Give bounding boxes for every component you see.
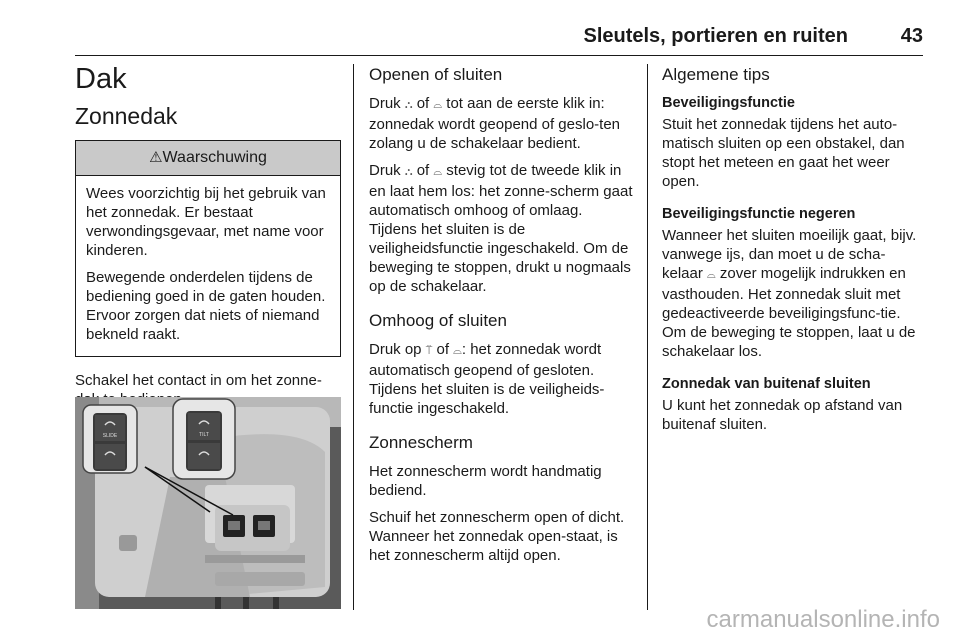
- slide-button-icon: ⛬: [404, 166, 413, 178]
- subsection-heading: Zonnedak: [75, 103, 178, 129]
- body-paragraph: Schakel het contact in om het zonne-: [75, 372, 322, 389]
- body-paragraph: Druk ⛬ of ⌓ tot aan de eerste klik in: zonnedak wordt geopend of geslo-ten zolang u de schakelaar bedient.: [369, 95, 621, 152]
- section-heading: Dak: [75, 63, 127, 95]
- sunroof-close-icon: ⌓: [707, 269, 716, 281]
- tilt-label: TILT: [199, 432, 209, 438]
- warning-paragraph: Bewegende onderdelen tijdens de bediening goed in de gaten houden. Ervoor zorgen dat niets of niemand bekneld raakt.: [86, 269, 326, 343]
- warning-box: [75, 140, 341, 357]
- heading-openen: Openen of sluiten: [369, 65, 503, 84]
- body-paragraph: Druk ⛬ of ⌓ stevig tot de tweede klik in en laat hem los: het zonne-scherm gaat automatisch omhoog of omlaag. Tijdens het sluiten is de veiligheidsfunctie ingeschakeld. Om de beweging te stoppen, drukt u nogmaals op de schakelaar.: [369, 162, 633, 295]
- sunroof-close-icon: ⌓: [433, 99, 443, 111]
- warning-paragraph: Wees voorzichtig bij het gebruik van het zonnedak. Er bestaat verwondingsgevaar, met name voor kinderen.: [86, 185, 326, 259]
- warning-header: [76, 141, 340, 176]
- header-rule: [75, 55, 923, 56]
- subheading: Beveiligingsfunctie: [662, 95, 795, 111]
- watermark: carmanualsonline.info: [706, 606, 940, 633]
- slide-label: SLIDE: [102, 433, 118, 439]
- body-paragraph: Het zonnescherm wordt handmatig bediend.: [369, 463, 602, 499]
- warning-title: Waarschuwing: [162, 149, 267, 166]
- body-paragraph: Wanneer het sluiten moeilijk gaat, bijv. vanwege ijs, dan moet u de scha-kelaar ⌓ zover mogelijk indrukken en vasthouden. Het zonnedak sluit met gedeactiveerde beveiligingsfunc-tie. Om de beweging te stoppen, laat u de schakelaar los.: [662, 227, 917, 360]
- slide-button-icon: ⛬: [404, 99, 413, 111]
- sunroof-switch-photo: [75, 397, 341, 609]
- body-paragraph: Stuit het zonnedak tijdens het auto-matisch sluiten op een obstakel, dan stopt het meteen en gaat het weer open.: [662, 116, 905, 190]
- subheading: Zonnedak van buitenaf sluiten: [662, 376, 871, 392]
- warning-triangle-icon: ⚠: [149, 149, 163, 166]
- heading-algemene-tips: Algemene tips: [662, 65, 770, 84]
- body-paragraph: Druk op ⍡ of ⌓: het zonnedak wordt automatisch geopend of gesloten. Tijdens het sluiten is de veiligheids-functie ingeschakeld.: [369, 341, 605, 417]
- header-title: Sleutels, portieren en ruiten: [583, 25, 848, 47]
- column-divider: [647, 64, 648, 610]
- heading-zonnescherm: Zonnescherm: [369, 433, 473, 452]
- tilt-button-icon: ⍡: [425, 345, 433, 357]
- column-3: [662, 62, 924, 442]
- page-number: 43: [900, 25, 923, 47]
- column-2: [369, 62, 634, 573]
- heading-omhoog: Omhoog of sluiten: [369, 311, 507, 330]
- column-divider: [353, 64, 354, 610]
- sunroof-close-icon: ⌓: [433, 166, 443, 178]
- sunroof-close-icon: ⌓: [453, 345, 462, 357]
- subheading: Beveiligingsfunctie negeren: [662, 206, 856, 222]
- body-paragraph: Schuif het zonnescherm open of dicht. Wanneer het zonnedak open-staat, is het zonnescherm altijd open.: [369, 509, 625, 564]
- column-1: [75, 62, 341, 417]
- body-paragraph: U kunt het zonnedak op afstand van buitenaf sluiten.: [662, 397, 903, 433]
- warning-body: [76, 176, 340, 356]
